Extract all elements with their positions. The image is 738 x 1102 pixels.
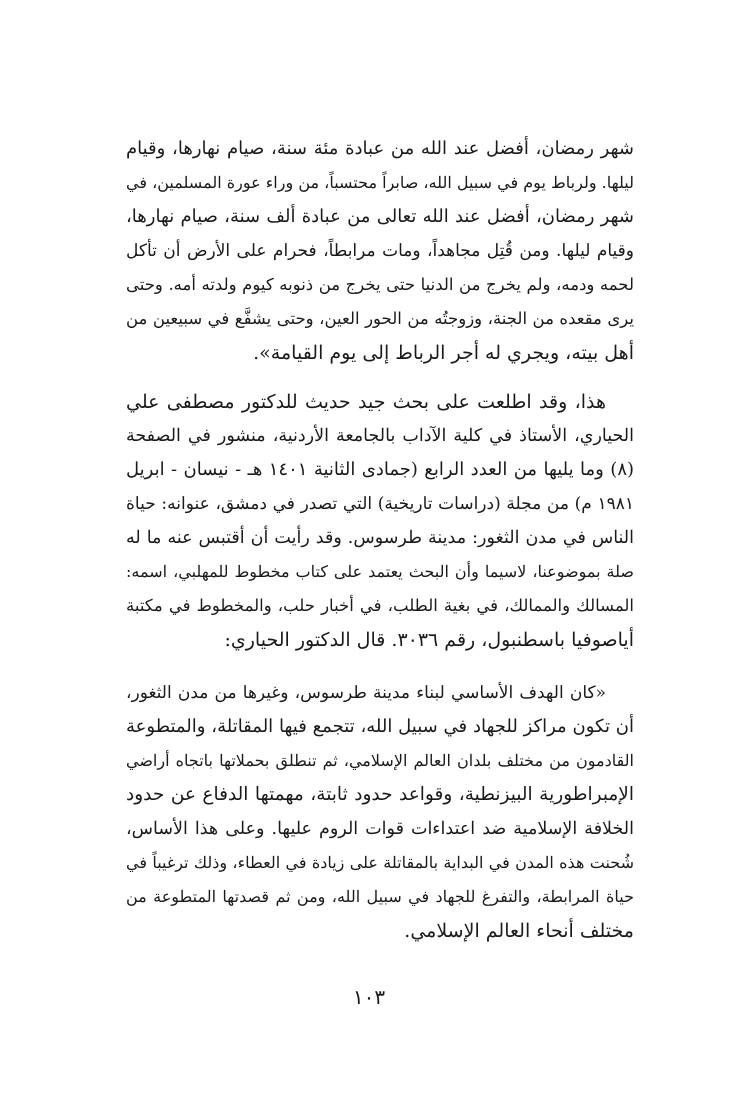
text-line: شهر رمضان، أفضل عند الله تعالى من عبادة ألف سنة، صيام نهارها، (126, 206, 634, 227)
text-line: الحياري، الأستاذ في كلية الآداب بالجامعة الأردنية، منشور في الصفحة (126, 426, 634, 446)
text-line: الناس في مدن الثغور: مدينة طرسوس. وقد رأيت أن أقتبس عنه ما له (126, 528, 634, 548)
text-line: هذا، وقد اطلعت على بحث جيد حديث للدكتور مصطفى علي (126, 391, 606, 413)
paragraph-2 (126, 385, 634, 661)
text-line: شُحنت هذه المدن في البداية بالمقاتلة على زيادة في العطاء، وذلك ترغيباً في (126, 853, 634, 872)
text-line: مختلف أنحاء العالم الإسلامي. (404, 920, 634, 942)
paragraph-3-quote (126, 676, 634, 952)
text-line: أهل بيته، ويجري له أجر الرباط إلى يوم القيامة». (253, 342, 634, 364)
text-line: الخلافة الإسلامية ضد اعتداءات قوات الروم عليها. وعلى هذا الأساس، (126, 819, 634, 839)
text-line: صلة بموضوعنا، لاسيما وأن البحث يعتمد على كتاب مخطوط للمهلبي، اسمه: (126, 562, 634, 581)
text-line: شهر رمضان، أفضل عند الله من عبادة مئة سنة، صيام نهارها، وقيام (126, 138, 634, 159)
text-line: يرى مقعده من الجنة، وزوجتُه من الحور العين، وحتى يشفَّع في سبيعين من (126, 309, 634, 328)
text-line: ١٩٨١ م) من مجلة (دراسات تاريخية) التي تصدر في دمشق، عنوانه: حياة (126, 494, 634, 514)
text-line: (٨) وما يليها من العدد الرابع (جمادى الثانية ١٤٠١ هـ - نيسان - ابريل (126, 459, 635, 480)
text-line: الإمبراطورية البيزنطية، وقواعد حدود ثابتة، مهمتها الدفاع عن حدود (126, 784, 634, 805)
text-line: ليلها. ولرباط يوم في سبيل الله، صابراً محتسباً، من وراء عورة المسلمين، في (126, 173, 634, 192)
text-line: المسالك والممالك، في بغية الطلب، في أخبار حلب، والمخطوط في مكتبة (126, 596, 634, 615)
page-number: ١٠٣ (352, 985, 386, 1009)
paragraph-1 (126, 132, 634, 372)
text-line: أياصوفيا باسطنبول، رقم ٣٠٣٦. قال الدكتور الحياري: (224, 629, 634, 651)
text-line: لحمه ودمه، ولم يخرج من الدنيا حتى يخرج من ذنوبه كيوم ولدته أمه. وحتى (126, 275, 634, 294)
text-line: حياة المرابطة، والتفرغ للجهاد في سبيل الله، ومن ثم قصدتها المتطوعة من (126, 887, 634, 906)
text-line: وقيام ليلها. ومن قُتِل مجاهداً، ومات مرابطاً، فحرام على الأرض أن تأكل (126, 241, 634, 261)
text-line: «كان الهدف الأساسي لبناء مدينة طرسوس، وغيرها من مدن الثغور، (126, 683, 606, 703)
text-line: القادمون من مختلف بلدان العالم الإسلامي، ثم تنطلق بحملاتها باتجاه أراضي (126, 751, 634, 770)
text-line: أن تكون مراكز للجهاد في سبيل الله، تتجمع فيها المقاتلة، والمتطوعة (126, 716, 634, 737)
